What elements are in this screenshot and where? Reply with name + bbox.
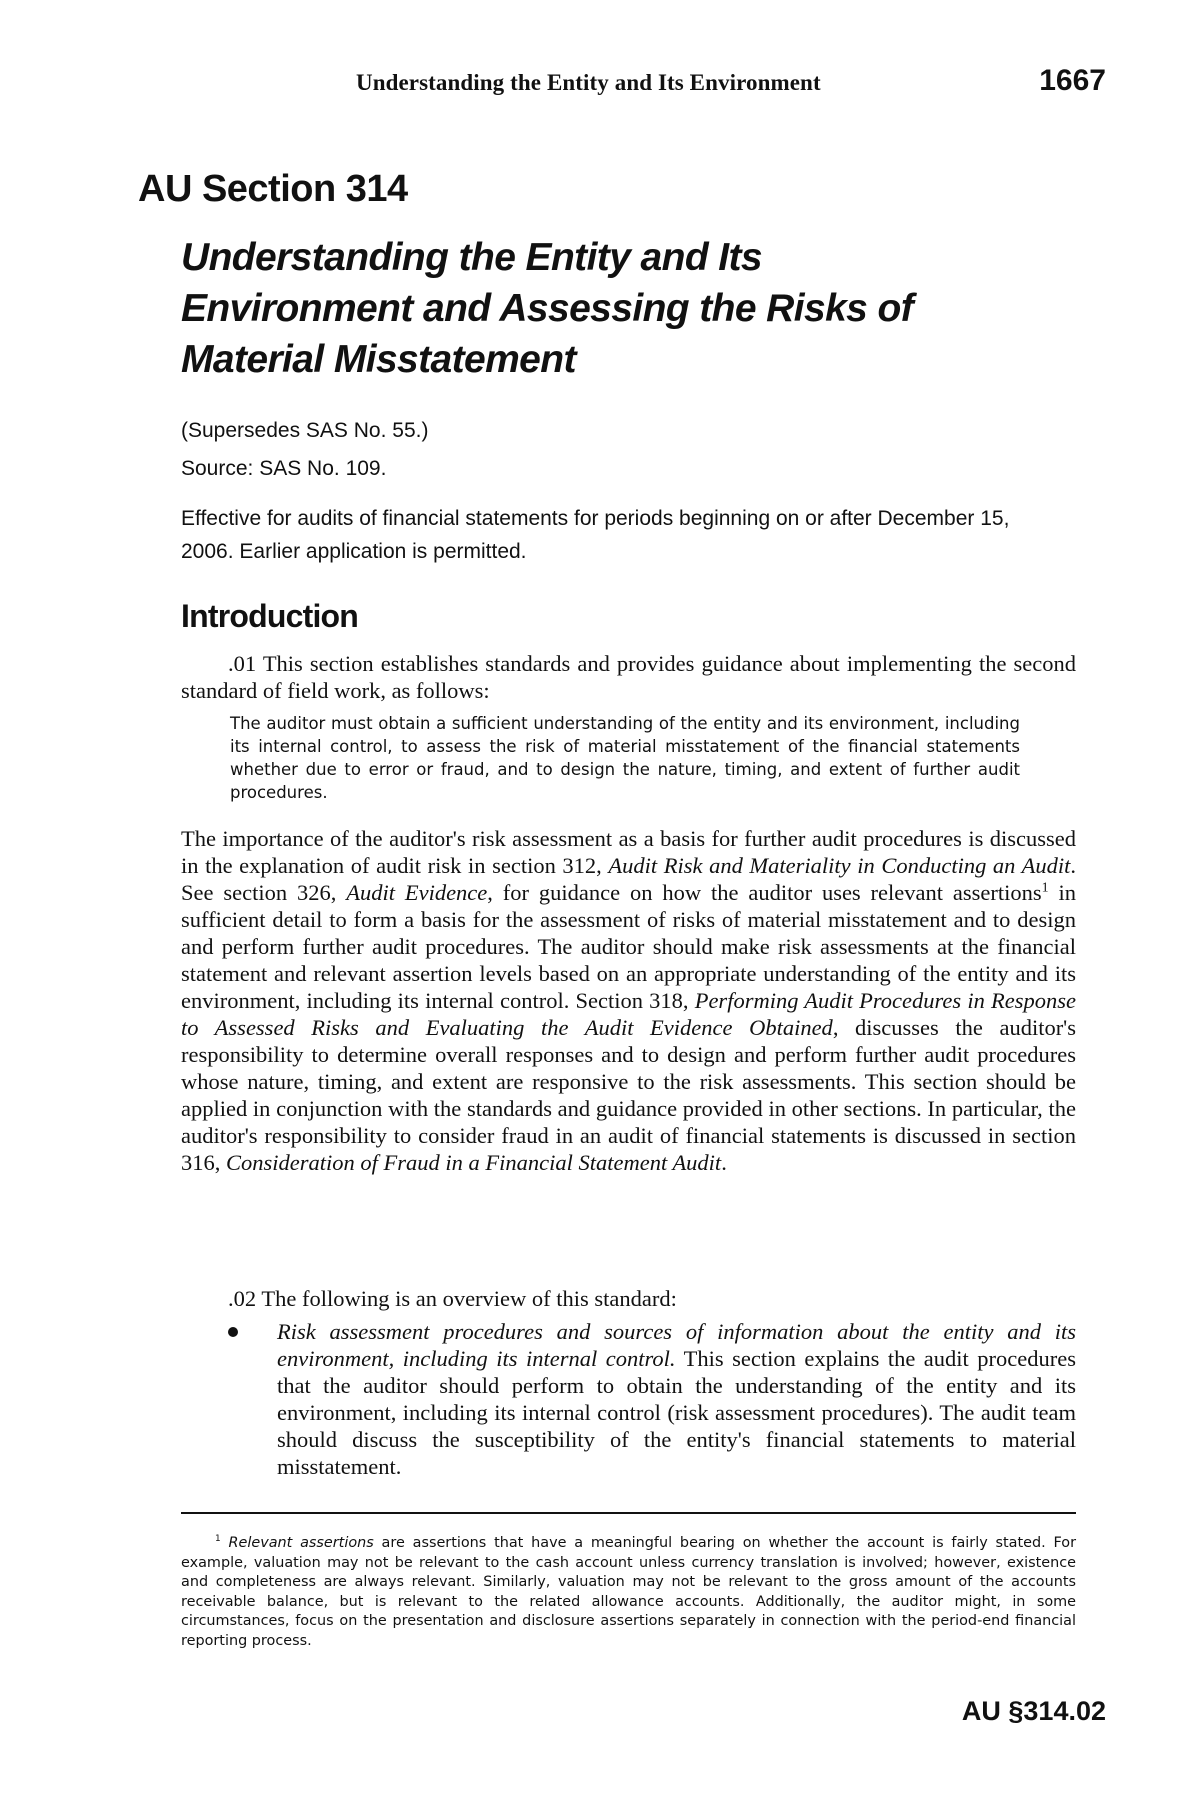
source-note: Source: SAS No. 109. [181,457,387,480]
section-326-reference: Audit Evidence [346,880,488,905]
importance-paragraph [181,825,1076,1176]
footnote-1 [181,1534,1076,1651]
paragraph-text: This section establishes standards and provides guidance about implementing the second standard of field work, as follows: [181,651,1076,703]
footnote-marker: 1 [1041,880,1049,896]
section-318-reference: Performing Audit Procedures in Response to Assessed Risks and Evaluating the Audit Evidence Obtained [181,988,1076,1040]
section-label: AU Section 314 [138,168,408,210]
footnote-divider [181,1512,1076,1514]
supersedes-note: (Supersedes SAS No. 55.) [181,419,429,442]
section-316-reference: Consideration of Fraud in a Financial Statement Audit [226,1150,722,1175]
effective-date-note: Effective for audits of financial statements for periods beginning on or after December 15, 2006. Earlier application is permitted. [181,507,1010,563]
page-number: 1667 [1039,64,1106,97]
introduction-heading: Introduction [181,598,359,634]
block-quote: The auditor must obtain a sufficient understanding of the entity and its environment, including its internal control, to assess the risk of material misstatement of the financial statements whether due to error or fraud, and to design the nature, timing, and extent of further audit procedures. [230,714,1020,802]
paragraph-02 [181,1285,1076,1312]
running-header-title: Understanding the Entity and Its Environment [356,70,821,95]
footer-section-reference: AU §314.02 [961,1696,1106,1726]
text-run: , for guidance on how the auditor uses relevant assertions [487,880,1042,905]
footnote-text: are assertions that have a meaningful bearing on whether the account is fairly stated. For example, valuation may not be relevant to the cash account unless currency translation is involved; however, existence and completeness are always relevant. Similarly, valuation may not be relevant to the gross amount of the accounts receivable balance, but is relevant to the related allowance accounts. Additionally, the auditor might, in some circumstances, focus on the presentation and disclosure assertions separately in connection with the period-end financial reporting process. [181,1535,1076,1649]
text-run: . See section 326, [181,853,1076,905]
bullet-item [230,1318,1076,1480]
bullet-body: This section explains the audit procedures that the auditor should perform to obtain the understanding of the entity and its environment, including its internal control (risk assessment procedures). The audit team should discuss the susceptibility of the entity's financial statements to material misstatement. [277,1346,1076,1479]
paragraph-01 [181,650,1076,704]
section-312-reference: Audit Risk and Materiality in Conducting an Audit [608,853,1071,878]
text-run: The importance of the auditor's risk assessment as a basis for further audit procedures is discussed in the explanation of audit risk in section 312, [181,826,1076,878]
bullet-text [277,1318,1076,1480]
text-run: . [721,1150,727,1175]
paragraph-text: The following is an overview of this standard: [261,1286,677,1311]
text-run: , discusses the auditor's responsibility to determine overall responses and to design and perform further audit procedures whose nature, timing, and extent are responsive to the risk assessments. This section should be applied in conjunction with the standards and guidance provided in other sections. In particular, the auditor's responsibility to consider fraud in an audit of financial statements is discussed in section 316, [181,1015,1076,1175]
text-run: in sufficient detail to form a basis for the assessment of risks of material misstatement and to design and perform further audit procedures. The auditor should make risk assessments at the financial statement and relevant assertion levels based on an appropriate understanding of the entity and its environment, including its internal control. Section 318, [181,880,1076,1013]
section-title: Understanding the Entity and Its Environment and Assessing the Risks of Material Misstatement [181,236,914,381]
bullet-icon [228,1327,238,1337]
paragraph-number: .01 [228,651,257,676]
footnote-number: 1 [215,1534,221,1545]
paragraph-number: .02 [228,1286,257,1311]
footnote-term: Relevant assertions [228,1535,374,1551]
bullet-lead: Risk assessment procedures and sources of information about the entity and its environment, including its internal control. [277,1319,1076,1371]
